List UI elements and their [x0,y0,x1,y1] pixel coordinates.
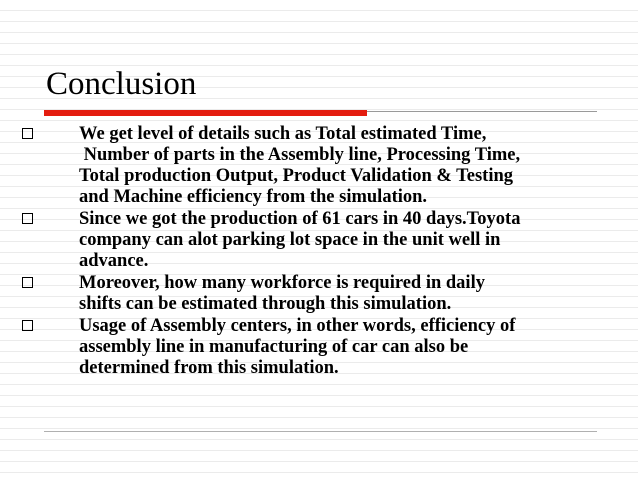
bullet-line: assembly line in manufacturing of car can also be [79,337,469,357]
square-bullet-icon [22,128,33,139]
title-accent-rule [44,110,367,116]
square-bullet-icon [22,213,33,224]
bullet-line: We get level of details such as Total estimated Time, [79,124,487,144]
bullet-line: Usage of Assembly centers, in other words, efficiency of [79,316,516,336]
bullet-line: company can alot parking lot space in the unit well in [79,230,501,250]
bullet-line: shifts can be estimated through this simulation. [79,294,452,314]
bullet-line: Moreover, how many workforce is required in daily [79,273,485,293]
square-bullet-icon [22,320,33,331]
bullet-item [20,273,600,315]
square-bullet-icon [22,277,33,288]
slide-title: Conclusion [46,66,197,102]
bullet-line: and Machine efficiency from the simulation. [79,187,428,207]
bullet-line: advance. [79,251,149,271]
bullet-item [20,209,600,272]
bullet-list [20,124,600,380]
bullet-line: Total production Output, Product Validation & Testing [79,166,514,186]
bottom-divider-line [44,431,597,432]
bullet-item [20,316,600,379]
bullet-line: determined from this simulation. [79,358,339,378]
title-divider-line [367,111,597,112]
bullet-item [20,124,600,208]
bullet-line: Number of parts in the Assembly line, Processing Time, [79,145,521,165]
bullet-line: Since we got the production of 61 cars in 40 days.Toyota [79,209,521,229]
